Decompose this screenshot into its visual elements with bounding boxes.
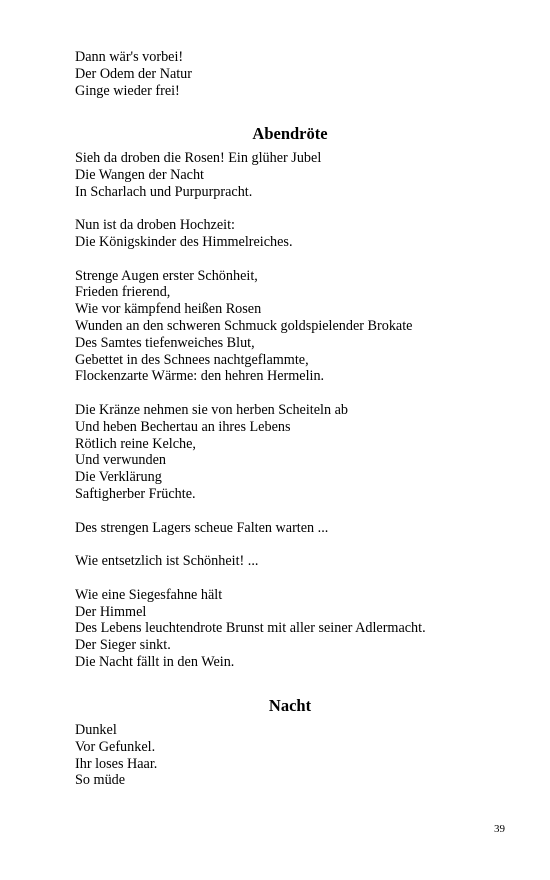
poem-line: Der Sieger sinkt. [75,637,171,654]
stanza [75,268,515,386]
poem-line: Und verwunden [75,452,167,469]
stanza [75,553,515,570]
poem-line: Die Nacht fällt in den Wein. [75,653,235,670]
poem-line: Gebettet in des Schnees nachtgeflammte, [75,351,309,368]
stanza-gap [75,503,515,520]
poem-line: Saftigherber Früchte. [75,485,196,502]
stanza [75,402,515,503]
poem-body [75,722,515,789]
poem-body [75,150,515,671]
poem-line: So müde [75,772,126,789]
stanza-gap [75,200,515,217]
poem-line: Ginge wieder frei! [75,82,180,99]
poem-line: Der Odem der Natur [75,65,192,82]
page-number: 39 [494,823,505,835]
poem-line: Strenge Augen erster Schönheit, [75,267,258,284]
stanza-gap [75,385,515,402]
poem-line: Des Lebens leuchtendrote Brunst mit aller seiner Adlermacht. [75,620,426,637]
poem-line: Rötlich reine Kelche, [75,435,196,452]
poem-line: Dunkel [75,722,117,738]
stanza [75,217,515,251]
poem-line: Und heben Bechertau an ihres Lebens [75,418,291,435]
poem-line: Vor Gefunkel. [75,738,156,755]
stanza [75,520,515,537]
poem-line: Nun ist da droben Hochzeit: [75,217,235,234]
poem-line: Wie vor kämpfend heißen Rosen [75,301,262,318]
stanza-gap [75,251,515,268]
poem-line: Wie eine Siegesfahne hält [75,586,223,603]
poem-line: Des Samtes tiefenweiches Blut, [75,334,255,351]
poem-line: Die Wangen der Nacht [75,166,204,183]
stanza [75,587,515,671]
poem-title: Abendröte [252,124,328,143]
poem-line: Die Kränze nehmen sie von herben Scheiteln ab [75,401,349,418]
poem-title: Nacht [268,696,312,715]
intro-stanza [75,49,515,99]
stanza-gap [75,570,515,587]
stanza [75,150,515,200]
poem-line: Wunden an den schweren Schmuck goldspielender Brokate [75,317,413,334]
poem-line: Der Himmel [75,603,147,620]
poem-line: Sieh da droben die Rosen! Ein glüher Jubel [75,150,322,166]
poem-line: Wie entsetzlich ist Schönheit! ... [75,553,259,570]
stanza-gap [75,536,515,553]
poem-line: In Scharlach und Purpurpracht. [75,183,253,200]
poem-line: Des strengen Lagers scheue Falten warten ... [75,519,329,536]
poem-line: Ihr loses Haar. [75,755,158,772]
poem-line: Dann wär's vorbei! [75,49,184,65]
poem-line: Flockenzarte Wärme: den hehren Hermelin. [75,368,325,385]
poem-line: Die Verklärung [75,469,162,486]
poem-line: Die Königskinder des Himmelreiches. [75,233,293,250]
poem-line: Frieden frierend, [75,284,171,301]
